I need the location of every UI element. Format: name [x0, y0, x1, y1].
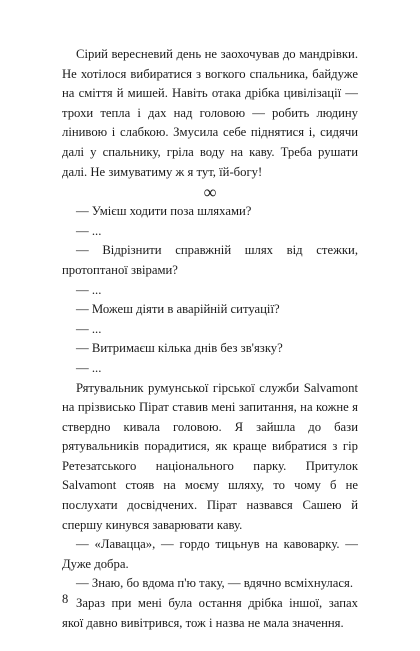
paragraph: Сірий вересневий день не заохочував до мандрівки. Не хотілося вибиратися з вогкого спальника, байдуже на сміття й мишей. Навіть отака дрібка цивілізації — трохи тепла і дах над головою — робить людину лінивою і слабкою. Змусила себе піднятися і, сидячи далі у спальнику, гріла воду на каву. Треба рушати далі. Не зимуватиму ж я тут, їй-богу! [62, 47, 358, 179]
page-number: 8 [62, 592, 69, 606]
paragraph: Зараз при мені була остання дрібка іншої, запах якої давно вивітрився, тож і назва не мала значення. [62, 596, 358, 630]
dialogue-line: — ... [76, 223, 102, 238]
body-text [62, 45, 358, 633]
section-divider: ∞ [203, 182, 217, 203]
dialogue-line: — Можеш діяти в аварійній ситуації? [76, 302, 280, 317]
dialogue-line: — Відрізнити справжній шлях від стежки, протоптаної звірами? [62, 243, 358, 277]
dialogue-line: — Знаю, бо вдома п'ю таку, — вдячно всміхнулася. [76, 576, 353, 591]
dialogue-line: — Умієш ходити поза шляхами? [76, 204, 252, 219]
paragraph: Рятувальник румунської гірської служби Salvamont на прізвисько Пірат ставив мені запитання, на кожне я ствердно кивала головою. Я зайшла до бази рятувальників порадитися, як краще вибратися з гір Ретезатського національного парку. Притулок Salvamont стояв на моєму шляху, то чому б не послухати досвідчених. Пірат назвався Сашею й спершу кинувся заварювати каву. [62, 380, 358, 532]
dialogue-line: — ... [76, 360, 102, 375]
dialogue-line: — Витримаєш кілька днів без зв'язку? [76, 341, 283, 356]
dialogue-line: — «Лавацца», — гордо тицьнув на кавоварку. — Дуже добра. [62, 537, 358, 571]
dialogue-line: — ... [76, 282, 102, 297]
dialogue-line: — ... [76, 321, 102, 336]
